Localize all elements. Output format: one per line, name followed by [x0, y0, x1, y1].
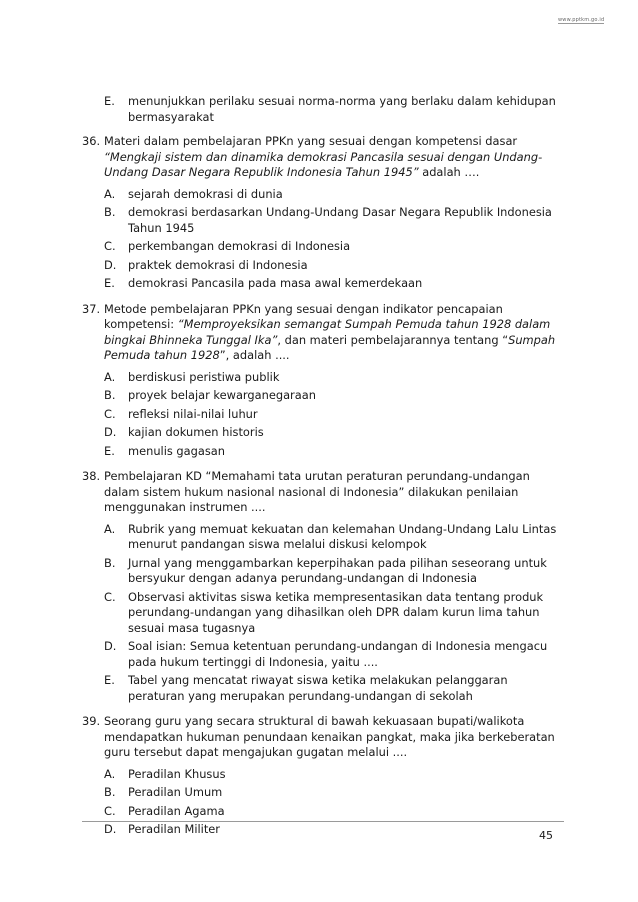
question-number: 36. [82, 134, 101, 148]
option-letter: B. [104, 205, 116, 219]
stem-italic: “Memproyeksikan semangat Sumpah Pemuda tahun 1928 dalam bingkai Bhinneka Tunggal Ika” [104, 317, 551, 347]
option-text: kajian dokumen historis [128, 425, 264, 439]
option-letter: C. [104, 803, 116, 818]
option-letter: E. [104, 94, 115, 108]
option-letter: D. [104, 639, 117, 653]
option-text: refleksi nilai-nilai luhur [128, 406, 258, 421]
option-letter: A. [104, 766, 116, 781]
option-a [104, 522, 564, 553]
question-number: 39. [82, 714, 101, 728]
option-text: demokrasi berdasarkan Undang-Undang Dasar Negara Republik Indonesia Tahun 1945 [128, 205, 552, 235]
stem-text: Materi dalam pembelajaran PPKn yang sesuai dengan kompetensi dasar [104, 134, 518, 148]
question-stem: Seorang guru yang secara struktural di bawah kekuasaan bupati/walikota mendapatkan hukuman penundaan kenaikan pangkat, maka jika berkeberatan guru tersebut dapat mengajukan gugatan melalui .... [104, 714, 555, 759]
option-letter: A. [104, 369, 116, 384]
question-37 [82, 302, 564, 460]
question-list [82, 94, 564, 848]
watermark-logo: www.pptkm.go.id [558, 17, 605, 23]
option-text: Tabel yang mencatat riwayat siswa ketika melakukan pelanggaran peraturan yang merupakan perundang-undangan di sekolah [128, 673, 508, 703]
option-a [104, 187, 564, 203]
option-text: Peradilan Umum [128, 785, 223, 799]
option-c [104, 590, 564, 637]
option-letter: E. [104, 673, 115, 687]
question-stem [104, 134, 564, 181]
option-letter: B. [104, 388, 116, 402]
question-number: 37. [82, 301, 101, 316]
stem-text: , dan materi pembelajarannya tentang “ [277, 332, 509, 347]
page-number: 45 [539, 829, 553, 842]
option-letter: D. [104, 257, 117, 272]
footer-divider [82, 821, 564, 822]
option-e [104, 276, 564, 292]
option-text: Rubrik yang memuat kekuatan dan kelemahan Undang-Undang Lalu Lintas menurut pandangan siswa melalui diskusi kelompok [128, 521, 557, 551]
option-letter: C. [104, 589, 116, 604]
stem-italic: Sumpah Pemuda tahun 1928 [104, 332, 556, 362]
option-letter: D. [104, 425, 117, 439]
stem-text: ”, adalah .... [219, 348, 290, 362]
option-e [104, 673, 564, 704]
option-text: menunjukkan perilaku sesuai norma-norma yang berlaku dalam kehidupan bermasyarakat [128, 94, 556, 124]
option-e [104, 444, 564, 460]
option-letter: A. [104, 186, 116, 201]
question-stem [104, 302, 564, 364]
stem-text: Metode pembelajaran PPKn yang sesuai dengan indikator pencapaian kompetensi: [104, 301, 503, 331]
option-letter: E. [104, 276, 115, 290]
option-letter: B. [104, 555, 116, 570]
option-c [104, 804, 564, 820]
options [104, 522, 564, 705]
option-d [104, 822, 564, 838]
option-text: Observasi aktivitas siswa ketika mempresentasikan data tentang produk perundang-undangan yang dihasilkan oleh DPR dalam kurun lima tahun sesuai masa tugasnya [128, 589, 544, 635]
option-text: Soal isian: Semua ketentuan perundang-undangan di Indonesia mengacu pada hukum tertinggi di Indonesia, yaitu .... [128, 639, 548, 669]
option-text: berdiskusi peristiwa publik [128, 369, 280, 384]
option-text: Peradilan Khusus [128, 766, 226, 781]
option-text: sejarah demokrasi di dunia [128, 186, 283, 201]
option-d [104, 425, 564, 441]
options [104, 187, 564, 292]
option-a [104, 370, 564, 386]
option-a [104, 767, 564, 783]
question-39 [82, 714, 564, 838]
option-text: perkembangan demokrasi di Indonesia [128, 239, 351, 253]
options [104, 370, 564, 460]
option-b [104, 205, 564, 236]
option-c [104, 407, 564, 423]
option-letter: E. [104, 443, 115, 458]
option-letter: A. [104, 521, 116, 536]
option-c [104, 239, 564, 255]
stem-text: adalah …. [418, 165, 480, 179]
option-letter: C. [104, 239, 116, 253]
option-text: demokrasi Pancasila pada masa awal kemerdekaan [128, 276, 423, 290]
option-letter: D. [104, 822, 117, 836]
option-text: Jurnal yang menggambarkan keperpihakan pada pilihan seseorang untuk bersyukur dengan adanya perundang-undangan di Indonesia [128, 555, 547, 585]
option-b [104, 388, 564, 404]
option-letter: B. [104, 785, 116, 799]
option-text: Peradilan Agama [128, 803, 225, 818]
option-text: praktek demokrasi di Indonesia [128, 257, 308, 272]
question-38 [82, 469, 564, 704]
option-b [104, 556, 564, 587]
option-d [104, 639, 564, 670]
question-36 [82, 134, 564, 292]
option-b [104, 785, 564, 801]
option-d [104, 258, 564, 274]
question-number: 38. [82, 469, 101, 483]
previous-question-option [82, 94, 564, 125]
option-text: proyek belajar kewarganegaraan [128, 388, 316, 402]
question-stem: Pembelajaran KD “Memahami tata urutan peraturan perundang-undangan dalam sistem hukum nasional nasional di Indonesia” dilakukan penilaian menggunakan instrumen .... [104, 469, 530, 514]
option-letter: C. [104, 406, 116, 421]
stem-italic: “Mengkaji sistem dan dinamika demokrasi Pancasila sesuai dengan Undang-Undang Dasar Negara Republik Indonesia Tahun 1945” [104, 149, 543, 179]
option-text: Peradilan Militer [128, 822, 220, 836]
options [104, 767, 564, 838]
option-text: menulis gagasan [128, 443, 225, 458]
